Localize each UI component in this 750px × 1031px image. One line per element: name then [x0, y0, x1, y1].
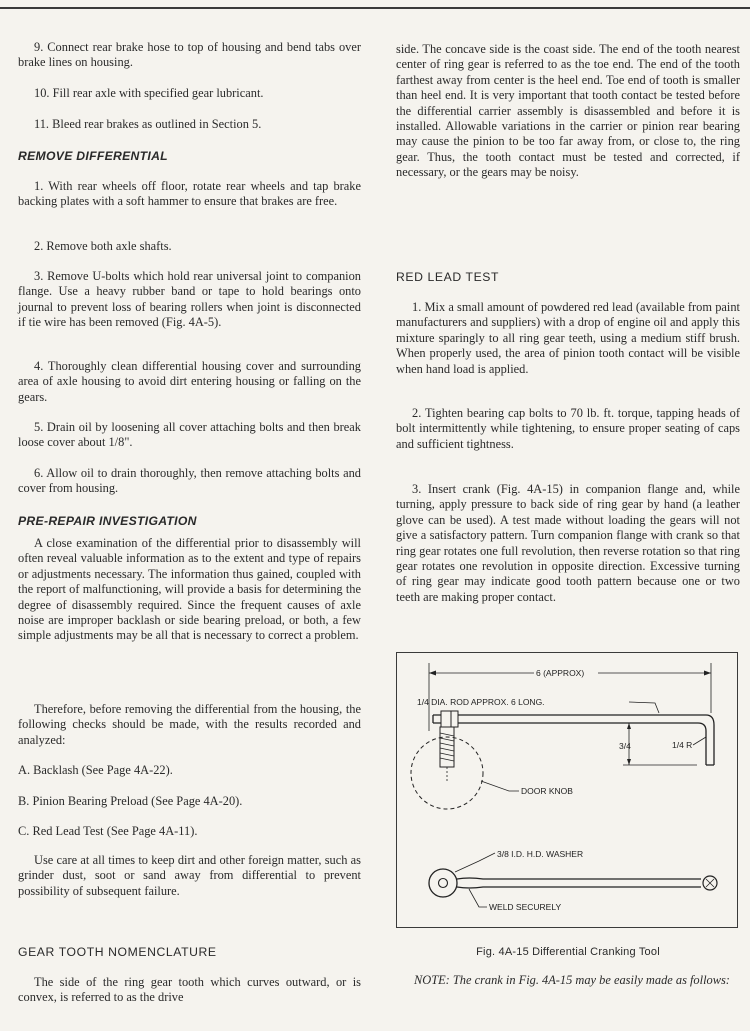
remove-differential-heading: REMOVE DIFFERENTIAL: [18, 149, 168, 163]
check-backlash: A. Backlash (See Page 4A-22).: [18, 763, 173, 777]
door-knob-label: DOOR KNOB: [521, 786, 573, 796]
remove-step-3: 3. Remove U-bolts which hold rear universal joint to companion flange. Use a heavy rubber band or tape to hold bearings onto journal to prevent loss of bearing rollers when joint is disconnected if tie wire has been removed (Fig. 4A-5).: [18, 269, 361, 330]
weld-label: WELD SECURELY: [489, 902, 562, 912]
remove-step-5: 5. Drain oil by loosening all cover attaching bolts and then break loose cover about 1/8".: [18, 420, 361, 450]
pre-repair-heading: PRE-REPAIR INVESTIGATION: [18, 514, 197, 528]
step-9: 9. Connect rear brake hose to top of housing and bend tabs over brake lines on housing.: [18, 40, 361, 70]
figure-note: NOTE: The crank in Fig. 4A-15 may be easily made as follows:: [414, 973, 730, 987]
figure-cranking-tool: [396, 652, 738, 928]
check-red-lead: C. Red Lead Test (See Page 4A-11).: [18, 824, 198, 838]
red-lead-step-1: 1. Mix a small amount of powdered red lead (available from paint manufacturers and suppliers) with a drop of engine oil and apply this mixture sparingly to all ring gear teeth, using a medium stiff brush. When properly used, the area of pinion tooth contact will be visible when hand load is applied.: [396, 300, 740, 376]
step-10: 10. Fill rear axle with specified gear lubricant.: [34, 86, 264, 100]
step-11: 11. Bleed rear brakes as outlined in Section 5.: [34, 117, 262, 131]
red-lead-step-2: 2. Tighten bearing cap bolts to 70 lb. ft. torque, tapping heads of bolt intermittently while tightening, to ensure proper seating of caps and sufficient tightness.: [396, 406, 740, 451]
remove-step-1: 1. With rear wheels off floor, rotate rear wheels and tap brake backing plates with a soft hammer to ensure that brakes are free.: [18, 179, 361, 209]
check-pinion-preload: B. Pinion Bearing Preload (See Page 4A-20).: [18, 794, 243, 808]
figure-caption: Fig. 4A-15 Differential Cranking Tool: [476, 946, 660, 958]
nomenclature-continuation: side. The concave side is the coast side. The end of the tooth nearest center of ring gear is referred to as the toe end. The end of the tooth farthest away from center is the heel end. Toe end of tooth is smaller than heel end. It is very important that tooth contact be tested before the differential carrier assembly is disassembled and before it is installed. Allowable variations in the carrier or pinion rear bearing may cause the pinion to be too far away from, or close to, the ring gear. Thus, the tooth contact must be tested and corrected, if necessary, or the gears may be noisy.: [396, 42, 740, 180]
rod-label: 1/4 DIA. ROD APPROX. 6 LONG.: [417, 697, 545, 707]
remove-step-4: 4. Thoroughly clean differential housing cover and surrounding area of axle housing to avoid dirt entering housing or falling on the gears.: [18, 359, 361, 404]
gear-tooth-nomenclature-heading: GEAR TOOTH NOMENCLATURE: [18, 945, 217, 959]
top-rule: [0, 7, 750, 9]
remove-step-2: 2. Remove both axle shafts.: [34, 239, 172, 253]
red-lead-step-3: 3. Insert crank (Fig. 4A-15) in companion flange and, while turning, apply pressure to back side of ring gear by hand (a leather glove can be used). A test made without loading the gears will not give a satisfactory pattern. Turn companion flange with crank so that ring gear rotates one full revolution, then reverse rotation so that ring gear rotates one revolution in opposite direction. Excessive turning of ring gear may indicate good tooth pattern because one or two teeth are making proper contact.: [396, 482, 740, 604]
length-label: 6 (APPROX): [536, 668, 585, 678]
bend-height-label: 3/4: [619, 741, 631, 751]
pre-repair-paragraph-1: A close examination of the differential prior to disassembly will often reveal valuable information as to the extent and type of repairs or adjustments necessary. The information thus gained, coupled with the report of malfunctioning, will provide a basis for determining the degree of disassembly required. Since the frequent causes of axle noise are improper backlash or side bearing preload, or both, a few simple adjustments may be all that is necessary to correct a problem.: [18, 536, 361, 643]
washer-label: 3/8 I.D. H.D. WASHER: [497, 849, 584, 859]
cranking-tool-diagram: [397, 653, 737, 927]
red-lead-test-heading: RED LEAD TEST: [396, 270, 500, 284]
nomenclature-paragraph: The side of the ring gear tooth which curves outward, or is convex, is referred to as the drive: [18, 975, 361, 1005]
bend-radius-label: 1/4 R: [672, 740, 693, 750]
remove-step-6: 6. Allow oil to drain thoroughly, then remove attaching bolts and cover from housing.: [18, 466, 361, 496]
care-paragraph: Use care at all times to keep dirt and other foreign matter, such as grinder dust, soot or sand away from differential to prevent possibility of subsequent failure.: [18, 853, 361, 898]
pre-repair-paragraph-2: Therefore, before removing the differential from the housing, the following checks should be made, with the results recorded and analyzed:: [18, 702, 361, 747]
